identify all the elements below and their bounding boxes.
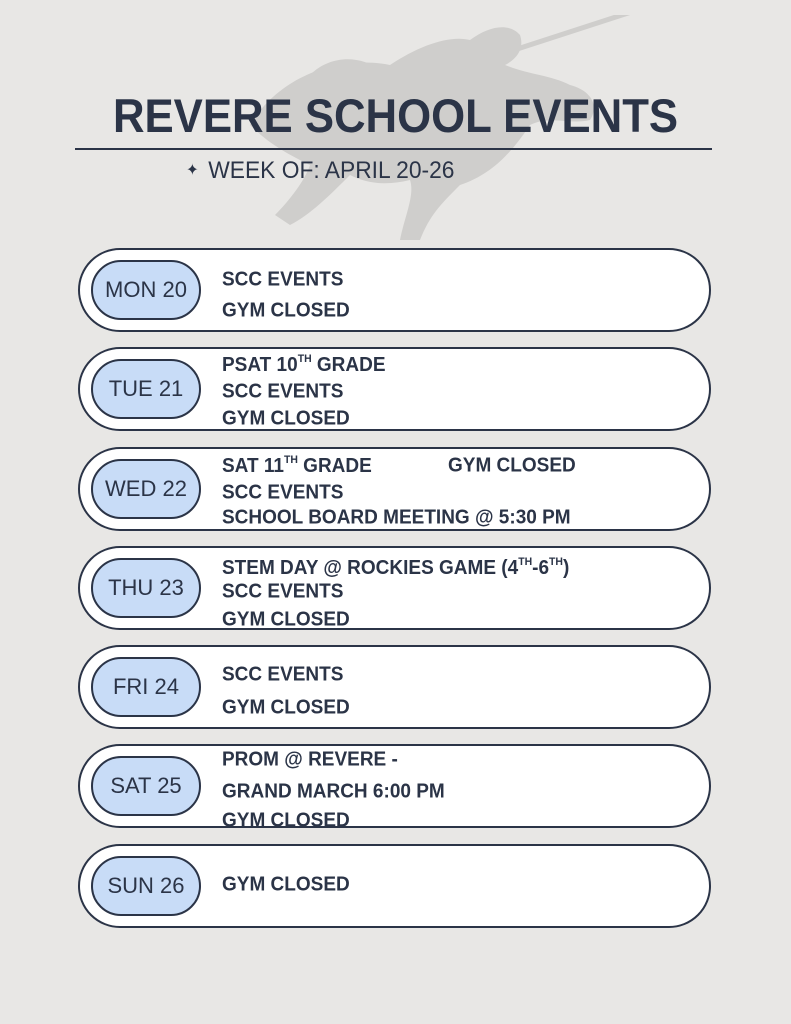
day-card-mon [78, 248, 711, 332]
title-divider [75, 148, 712, 150]
week-label: WEEK OF: APRIL 20-26 [208, 157, 455, 184]
event-sup: TH [283, 454, 298, 466]
event-item: GYM CLOSED [222, 407, 350, 430]
event-item: GYM CLOSED [222, 608, 350, 631]
event-sup: TH [549, 556, 563, 568]
day-pill: THU 23 [91, 558, 201, 618]
event-text: STEM DAY @ ROCKIES GAME (4 [222, 557, 519, 579]
day-card-fri [78, 645, 711, 729]
day-pill: FRI 24 [91, 657, 201, 717]
day-card-sun [78, 844, 711, 928]
event-text: -6 [532, 557, 550, 579]
week-subtitle [186, 157, 454, 185]
event-text: GRADE [297, 455, 372, 477]
event-text: ) [562, 557, 570, 579]
event-item: GYM CLOSED [222, 696, 350, 719]
event-item: SCC EVENTS [222, 663, 344, 686]
day-card-wed [78, 447, 711, 531]
event-item: SCC EVENTS [222, 380, 344, 403]
event-item: GYM CLOSED [222, 873, 350, 896]
day-pill: SUN 26 [91, 856, 201, 916]
event-item: GYM CLOSED [222, 809, 350, 832]
event-item: SCC EVENTS [222, 580, 344, 603]
event-sup: TH [297, 353, 312, 365]
event-item [222, 353, 386, 377]
event-item [222, 454, 372, 478]
day-pill: MON 20 [91, 260, 201, 320]
day-card-thu [78, 546, 711, 630]
page-title: REVERE SCHOOL EVENTS [112, 89, 679, 142]
day-pill: SAT 25 [91, 756, 201, 816]
day-pill: TUE 21 [91, 359, 201, 419]
event-text: GRADE [311, 354, 386, 376]
event-text: SAT 11 [222, 455, 284, 477]
day-card-sat [78, 744, 711, 832]
event-item: PROM @ REVERE - [222, 748, 398, 771]
event-item: SCHOOL BOARD MEETING @ 5:30 PM [222, 506, 571, 529]
event-sup: TH [518, 556, 533, 568]
event-item: GYM CLOSED [448, 454, 576, 477]
event-item: GRAND MARCH 6:00 PM [222, 780, 445, 803]
event-item: GYM CLOSED [222, 299, 350, 322]
sparkle-icon: ✦ [186, 162, 199, 179]
event-item: SCC EVENTS [222, 481, 344, 504]
event-text: PSAT 10 [222, 354, 298, 376]
day-pill: WED 22 [91, 459, 201, 519]
day-card-tue [78, 347, 711, 431]
event-item [222, 556, 569, 580]
event-item: SCC EVENTS [222, 268, 344, 291]
